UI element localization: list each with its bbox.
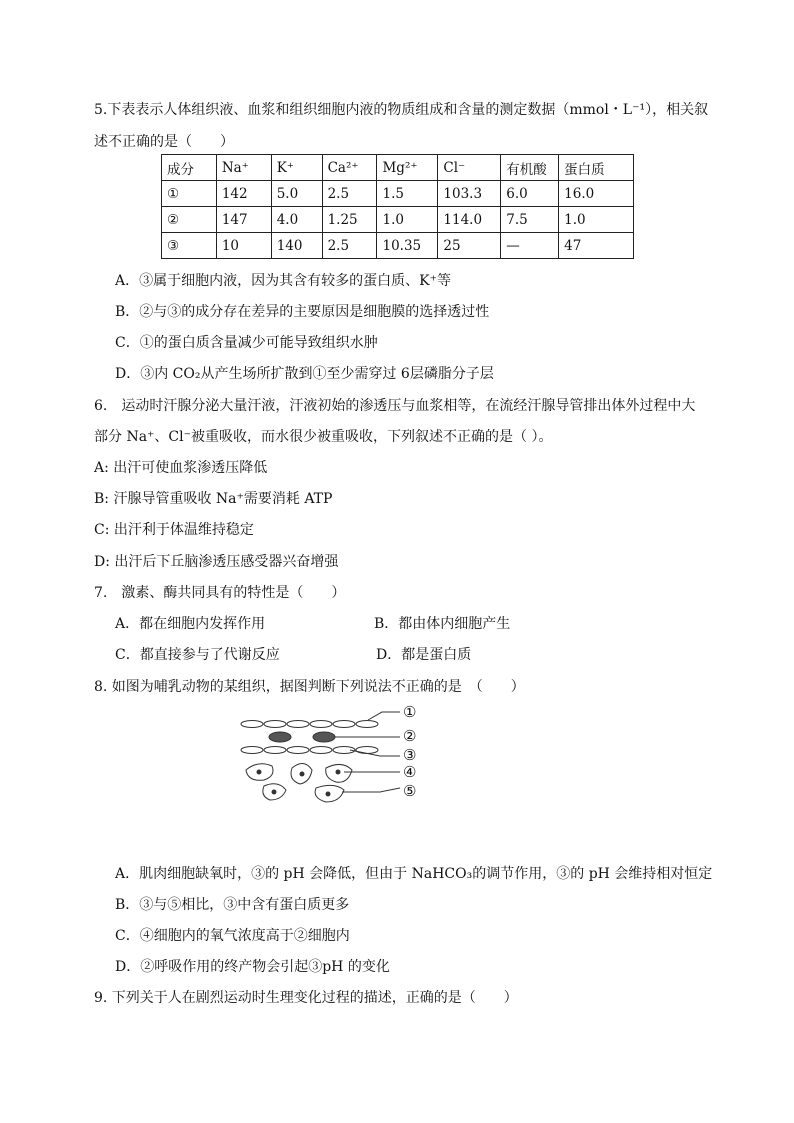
q7-option-c: C．都直接参与了代谢反应: [115, 647, 280, 663]
table-cell: 2.5: [322, 181, 377, 207]
table-header-cell: 蛋白质: [559, 155, 634, 181]
table-cell: 4.0: [271, 207, 322, 233]
q6-option-a: A: 出汗可使血浆渗透压降低: [94, 460, 268, 476]
q5-stem-line1: 5.下表表示人体组织液、血浆和组织细胞内液的物质组成和含量的测定数据（mmol・L⁻¹），相关叙: [94, 102, 709, 118]
table-cell: 147: [216, 207, 271, 233]
table-cell: 7.5: [501, 207, 559, 233]
figure-label: ⑤: [403, 782, 417, 800]
figure-label: ③: [403, 746, 417, 764]
table-cell: 6.0: [501, 181, 559, 207]
table-header-cell: 成分: [162, 155, 217, 181]
q6-option-d: D: 出汗后下丘脑渗透压感受器兴奋增强: [94, 554, 339, 570]
table-cell: 140: [271, 233, 322, 259]
table-header-row: [162, 155, 634, 181]
q7-option-b: B．都由体内细胞产生: [374, 616, 511, 632]
q6-stem-line1: 6. 运动时汗腺分泌大量汗液，汗液初始的渗透压与血浆相等，在流经汗腺导管排出体外过程中大: [94, 398, 696, 414]
table-header-cell: Cl⁻: [438, 155, 501, 181]
table-cell: 10: [216, 233, 271, 259]
figure-label: ①: [403, 703, 417, 721]
figure-label: ④: [403, 763, 417, 781]
q6-option-b: B: 汗腺导管重吸收 Na⁺需要消耗 ATP: [94, 491, 333, 507]
table-cell: 2.5: [322, 233, 377, 259]
table-row: [162, 181, 634, 207]
table-cell: 10.35: [377, 233, 438, 259]
q5-data-table: [161, 154, 634, 259]
table-row: [162, 233, 634, 259]
table-cell: 5.0: [271, 181, 322, 207]
table-cell: 16.0: [559, 181, 634, 207]
q5-stem-line2: 述不正确的是（ ）: [94, 134, 234, 150]
table-header-cell: K⁺: [271, 155, 322, 181]
table-cell: —: [501, 233, 559, 259]
table-cell: ①: [162, 181, 217, 207]
table-cell: ③: [162, 233, 217, 259]
q9-stem: 9. 下列关于人在剧烈运动时生理变化过程的描述，正确的是（ ）: [94, 990, 518, 1006]
q8-stem: 8. 如图为哺乳动物的某组织，据图判断下列说法不正确的是 （ ）: [94, 679, 525, 695]
table-cell: 1.0: [559, 207, 634, 233]
table-cell: ②: [162, 207, 217, 233]
table-header-cell: Ca²⁺: [322, 155, 377, 181]
tissue-diagram: [240, 700, 430, 805]
table-cell: 103.3: [438, 181, 501, 207]
q5-option-d: D．③内 CO₂从产生场所扩散到①至少需穿过 6层磷脂分子层: [115, 366, 494, 382]
q8-option-a: A．肌肉细胞缺氧时，③的 pH 会降低，但由于 NaHCO₃的调节作用，③的 pH 会维持相对恒定: [115, 866, 713, 882]
q7-option-a: A．都在细胞内发挥作用: [115, 616, 266, 632]
table-cell: 1.5: [377, 181, 438, 207]
q5-option-a: A．③属于细胞内液，因为其含有较多的蛋白质、K⁺等: [115, 273, 451, 289]
q6-stem-line2: 部分 Na⁺、Cl⁻被重吸收，而水很少被重吸收，下列叙述不正确的是（ ）。: [94, 429, 553, 445]
figure-label: ②: [403, 727, 417, 745]
q5-option-b: B．②与③的成分存在差异的主要原因是细胞膜的选择透过性: [115, 304, 490, 320]
table-cell: 1.0: [377, 207, 438, 233]
table-cell: 25: [438, 233, 501, 259]
table-header-cell: Na⁺: [216, 155, 271, 181]
q6-option-c: C: 出汗利于体温维持稳定: [94, 522, 254, 538]
table-header-cell: Mg²⁺: [377, 155, 438, 181]
table-header-cell: 有机酸: [501, 155, 559, 181]
table-cell: 1.25: [322, 207, 377, 233]
q5-option-c: C．①的蛋白质含量减少可能导致组织水肿: [115, 335, 378, 351]
table-row: [162, 207, 634, 233]
q8-option-b: B．③与⑤相比，③中含有蛋白质更多: [115, 897, 350, 913]
q8-option-c: C．④细胞内的氧气浓度高于②细胞内: [115, 928, 350, 944]
table-cell: 47: [559, 233, 634, 259]
table-cell: 114.0: [438, 207, 501, 233]
q8-option-d: D．②呼吸作用的终产物会引起③pH 的变化: [115, 959, 390, 975]
q7-option-d: D．都是蛋白质: [376, 647, 472, 663]
table-cell: 142: [216, 181, 271, 207]
q7-stem: 7. 激素、酶共同具有的特性是（ ）: [94, 585, 346, 601]
